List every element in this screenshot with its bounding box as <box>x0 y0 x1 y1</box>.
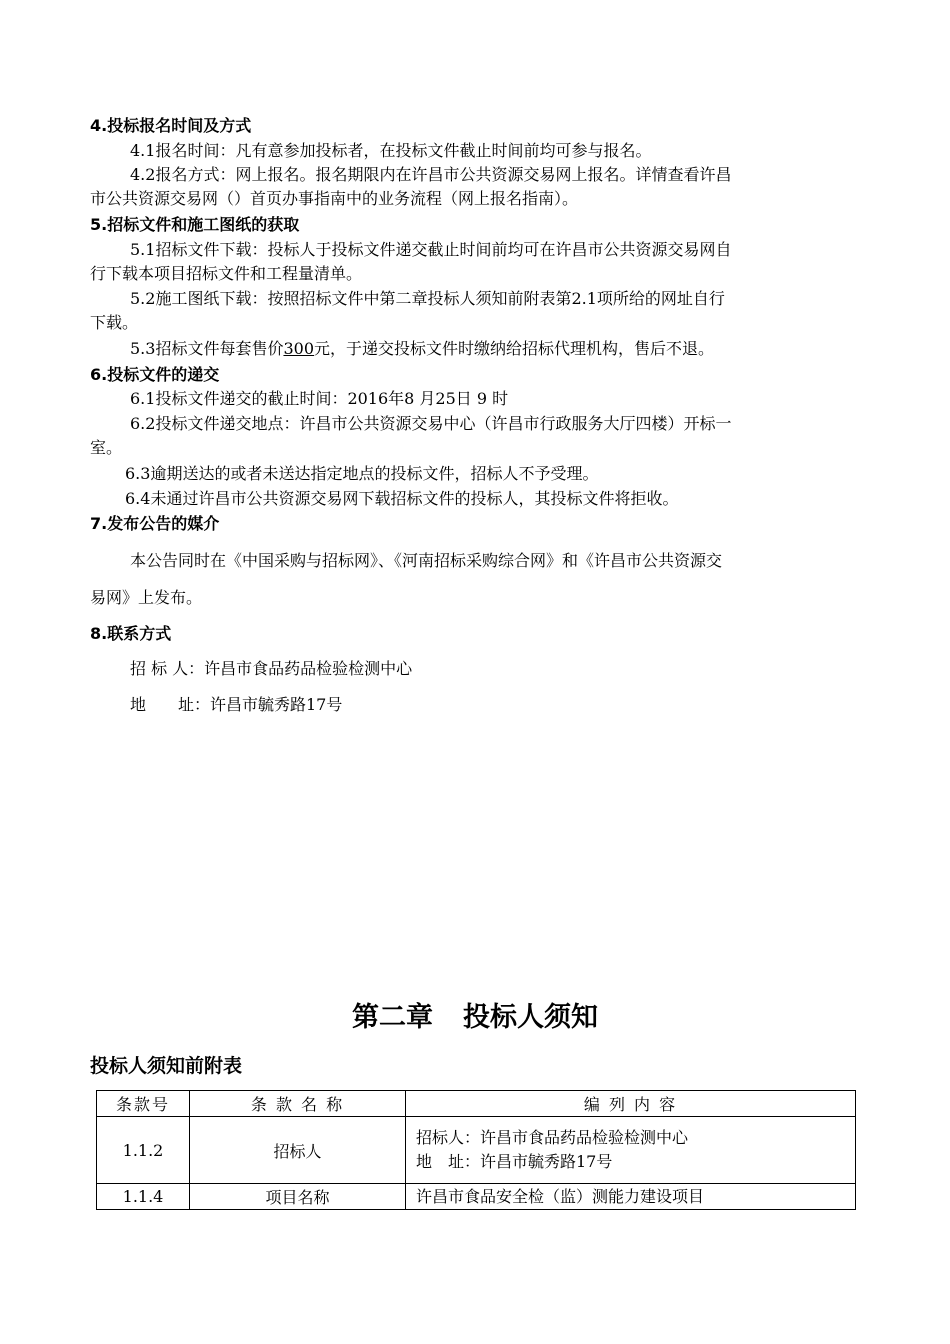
section-8-heading: 8.联系方式 <box>90 624 172 643</box>
content-line: 招标人：许昌市食品药品检验检测中心 <box>416 1128 689 1147</box>
front-table <box>96 1090 856 1210</box>
contact-bidder: 招 标 人：许昌市食品药品检验检测中心 <box>130 659 413 678</box>
header-content: 编 列 内 容 <box>406 1091 856 1117</box>
chapter-name: 投标人须知 <box>463 1002 598 1033</box>
section-4-2-line2: 市公共资源交易网（）首页办事指南中的业务流程（网上报名指南）。 <box>90 189 579 208</box>
table-header-row <box>97 1091 856 1117</box>
header-clause-name: 条 款 名 称 <box>190 1091 406 1117</box>
clause-content <box>406 1184 856 1210</box>
section-6-4: 6.4未通过许昌市公共资源交易网下载招标文件的投标人，其投标文件将拒收。 <box>125 489 679 508</box>
clause-no: 1.1.2 <box>97 1117 190 1184</box>
header-clause-no: 条款号 <box>97 1091 190 1117</box>
clause-content <box>406 1117 856 1184</box>
section-5-2-line2: 下载。 <box>90 313 139 332</box>
section-6-2-line2: 室。 <box>90 438 123 457</box>
section-6-heading: 6.投标文件的递交 <box>90 365 220 384</box>
section-7-line2: 易网》上发布。 <box>90 588 203 607</box>
section-5-3-post: 元，于递交投标文件时缴纳给招标代理机构，售后不退。 <box>314 339 715 358</box>
clause-name: 项目名称 <box>190 1184 406 1210</box>
chapter-title <box>0 998 950 1038</box>
section-5-3-price: 300 <box>283 339 314 358</box>
table-row <box>97 1117 856 1184</box>
section-4-1: 4.1报名时间：凡有意参加投标者，在投标文件截止时间前均可参与报名。 <box>130 141 652 160</box>
section-5-3 <box>130 337 714 361</box>
section-4-2-line1: 4.2报名方式：网上报名。报名期限内在许昌市公共资源交易网上报名。详情查看许昌 <box>130 165 732 184</box>
table-row <box>97 1184 856 1210</box>
content-line: 地 址：许昌市毓秀路17号 <box>416 1152 613 1171</box>
section-4-heading: 4.投标报名时间及方式 <box>90 116 252 135</box>
chapter-number: 第二章 <box>352 1002 433 1033</box>
section-6-3: 6.3逾期送达的或者未送达指定地点的投标文件，招标人不予受理。 <box>125 464 599 483</box>
section-7-heading: 7.发布公告的媒介 <box>90 514 220 533</box>
section-5-3-pre: 5.3招标文件每套售价 <box>130 339 284 358</box>
section-5-1-line1: 5.1招标文件下载：投标人于投标文件递交截止时间前均可在许昌市公共资源交易网自 <box>130 240 732 259</box>
contact-address: 地 址：许昌市毓秀路17号 <box>130 695 343 714</box>
content-line: 许昌市食品安全检（监）测能力建设项目 <box>416 1186 705 1206</box>
table-caption: 投标人须知前附表 <box>90 1055 243 1077</box>
section-7-line1: 本公告同时在《中国采购与招标网》、《河南招标采购综合网》和《许昌市公共资源交 <box>130 551 723 570</box>
section-5-2-line1: 5.2施工图纸下载：按照招标文件中第二章投标人须知前附表第2.1项所给的网址自行 <box>130 289 725 308</box>
section-6-2-line1: 6.2投标文件递交地点：许昌市公共资源交易中心（许昌市行政服务大厅四楼）开标一 <box>130 414 732 433</box>
clause-no: 1.1.4 <box>97 1184 190 1210</box>
clause-name: 招标人 <box>190 1117 406 1184</box>
section-5-1-line2: 行下载本项目招标文件和工程量清单。 <box>90 264 363 283</box>
section-6-1: 6.1投标文件递交的截止时间：2016年8 月25日 9 时 <box>130 389 509 408</box>
section-5-heading: 5.招标文件和施工图纸的获取 <box>90 215 300 234</box>
